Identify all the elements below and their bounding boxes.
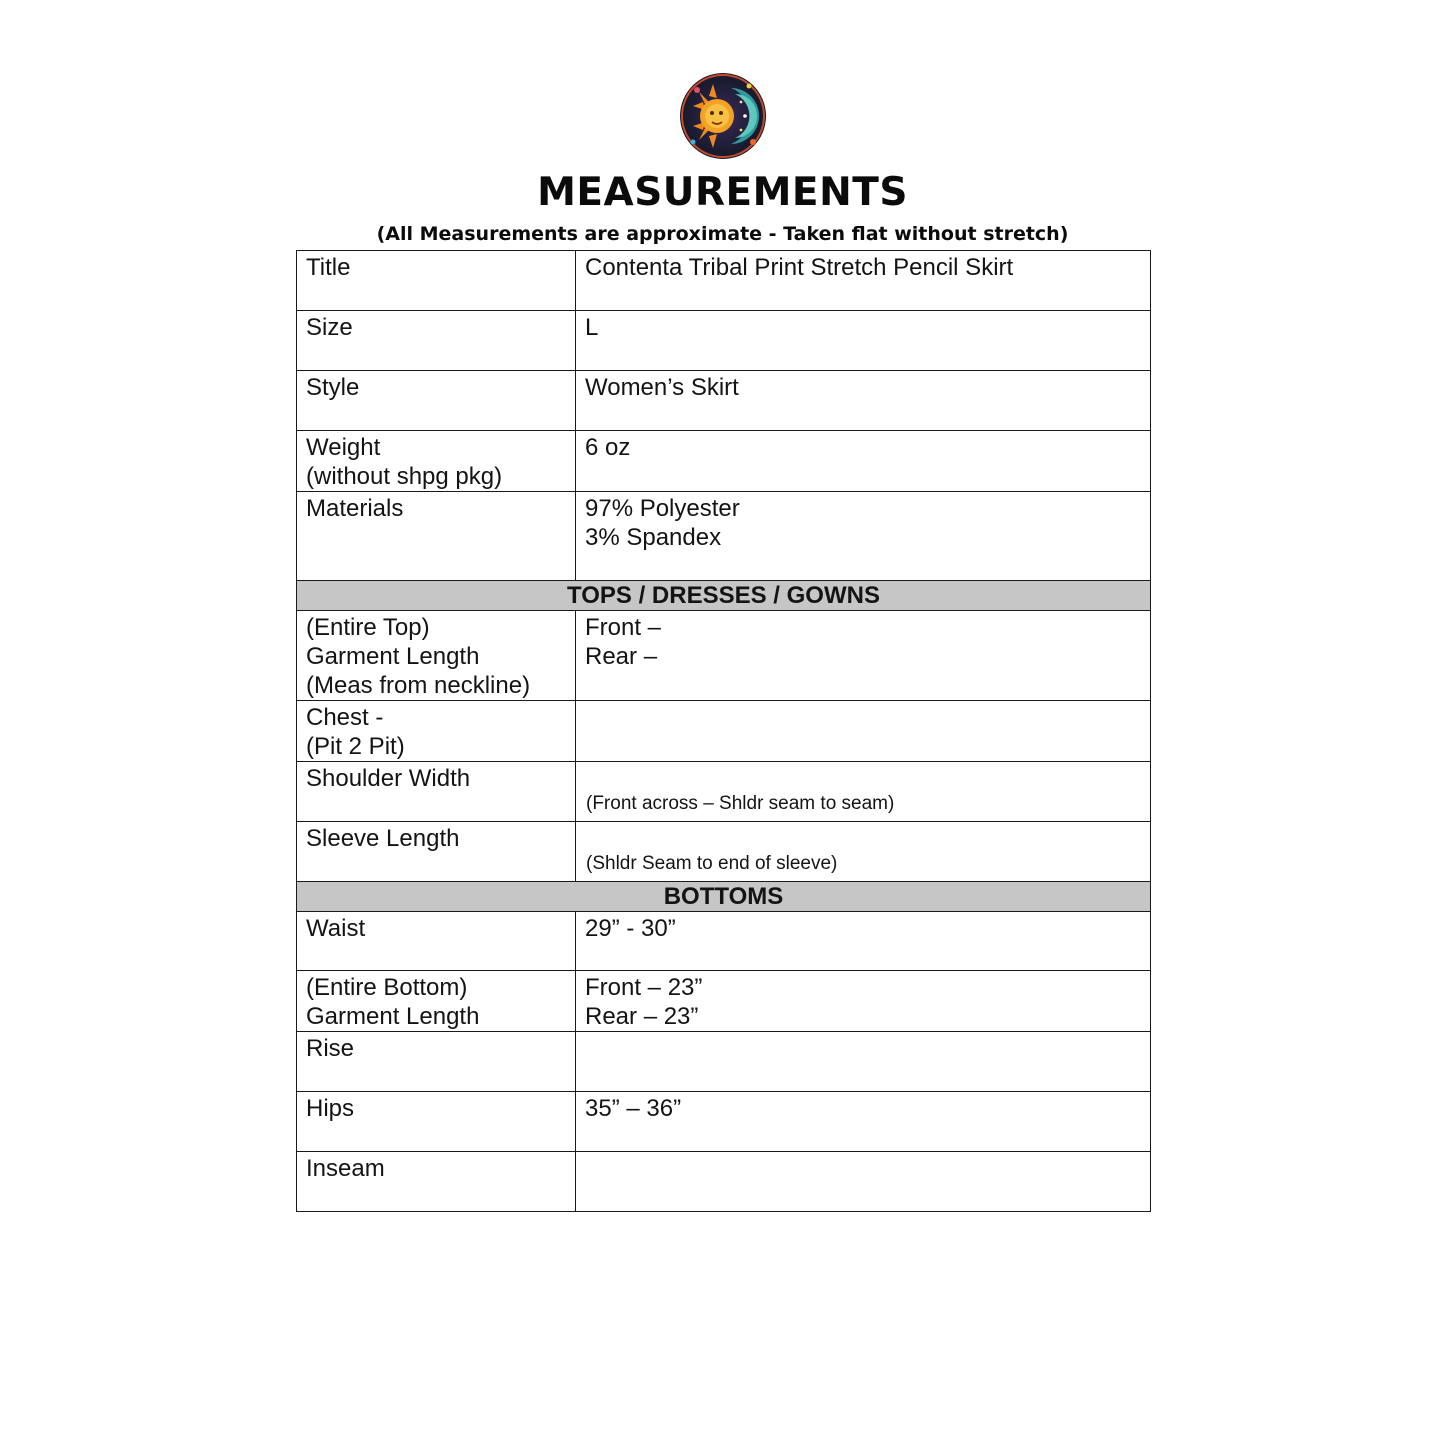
row-size — [297, 311, 1151, 371]
row-title — [297, 251, 1151, 311]
label-cell: Title — [297, 251, 576, 311]
label-cell: (Entire Bottom) Garment Length — [297, 971, 576, 1032]
measure-note: (Shldr Seam to end of sleeve) — [586, 853, 838, 874]
row-waist — [297, 912, 1151, 971]
row-bottom-garment-length — [297, 971, 1151, 1032]
label-cell: Sleeve Length — [297, 822, 576, 882]
value-cell: 35” – 36” — [576, 1092, 1151, 1152]
label-cell: Materials — [297, 492, 576, 581]
value-cell — [576, 1032, 1151, 1092]
label-cell: (Entire Top) Garment Length (Meas from neckline) — [297, 611, 576, 701]
value-cell: 6 oz — [576, 431, 1151, 492]
value-cell — [576, 701, 1151, 762]
value-cell: L — [576, 311, 1151, 371]
label-cell: Inseam — [297, 1152, 576, 1212]
label-cell: Shoulder Width — [297, 762, 576, 822]
value-cell — [576, 762, 1151, 822]
label-cell: Style — [297, 371, 576, 431]
row-rise — [297, 1032, 1151, 1092]
value-cell: Women’s Skirt — [576, 371, 1151, 431]
row-top-garment-length — [297, 611, 1151, 701]
row-shoulder-width — [297, 762, 1151, 822]
section-heading-bottoms: BOTTOMS — [297, 882, 1151, 912]
value-cell — [576, 1152, 1151, 1212]
measure-note: (Front across – Shldr seam to seam) — [586, 793, 895, 814]
section-bottoms — [297, 882, 1151, 912]
label-cell: Hips — [297, 1092, 576, 1152]
measurements-table — [296, 250, 1151, 1212]
page-subtitle: (All Measurements are approximate - Taken flat without stretch) — [376, 223, 1069, 245]
value-cell: 29” - 30” — [576, 912, 1151, 971]
row-inseam — [297, 1152, 1151, 1212]
row-style — [297, 371, 1151, 431]
value-cell: Contenta Tribal Print Stretch Pencil Skirt — [576, 251, 1151, 311]
label-cell: Waist — [297, 912, 576, 971]
row-sleeve-length — [297, 822, 1151, 882]
value-cell: Front – Rear – — [576, 611, 1151, 701]
section-heading-tops: TOPS / DRESSES / GOWNS — [297, 581, 1151, 611]
section-tops — [297, 581, 1151, 611]
value-cell: Front – 23” Rear – 23” — [576, 971, 1151, 1032]
label-cell: Chest - (Pit 2 Pit) — [297, 701, 576, 762]
label-cell: Size — [297, 311, 576, 371]
value-cell — [576, 822, 1151, 882]
page-title: MEASUREMENTS — [537, 170, 908, 215]
label-cell: Weight (without shpg pkg) — [297, 431, 576, 492]
row-chest — [297, 701, 1151, 762]
label-cell: Rise — [297, 1032, 576, 1092]
row-materials — [297, 492, 1151, 581]
row-weight — [297, 431, 1151, 492]
row-hips — [297, 1092, 1151, 1152]
value-cell: 97% Polyester 3% Spandex — [576, 492, 1151, 581]
sun-moon-logo — [679, 72, 767, 160]
